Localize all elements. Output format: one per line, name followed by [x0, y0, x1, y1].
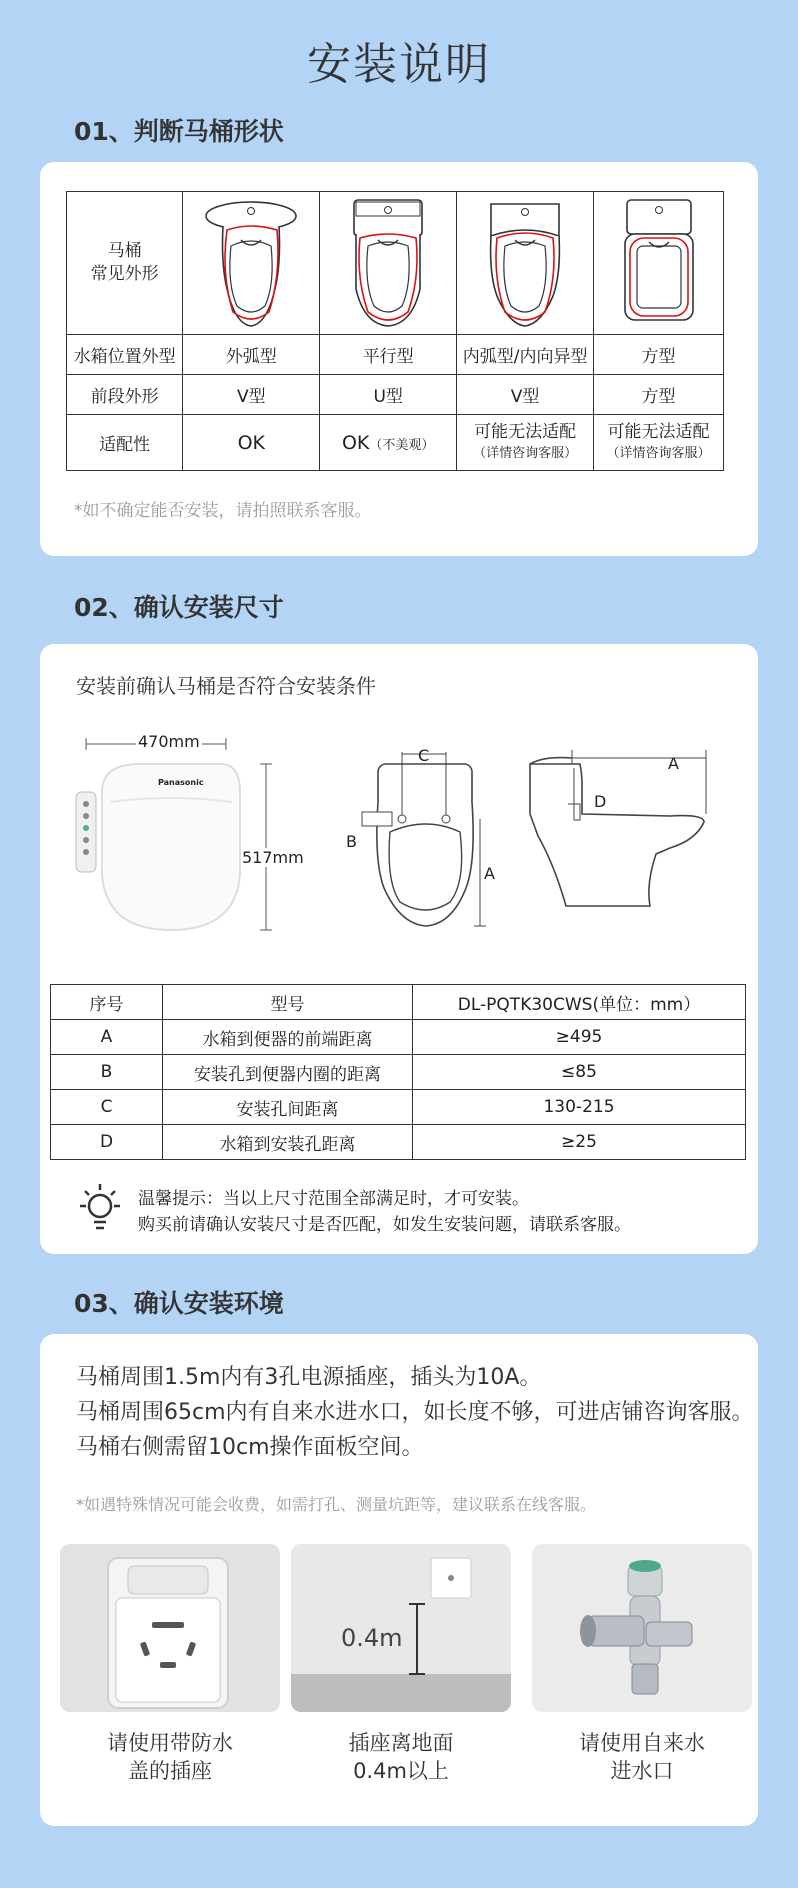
fit-cell: OK — [183, 415, 320, 471]
size-cell: B — [51, 1055, 163, 1090]
socket-height-photo — [291, 1544, 511, 1712]
size-cell: 水箱到安装孔距离 — [163, 1125, 413, 1160]
env-line-3: 马桶右侧需留10cm操作面板空间。 — [76, 1435, 424, 1460]
size-cell: 安装孔间距离 — [163, 1090, 413, 1125]
size-cell: ≥495 — [413, 1020, 746, 1055]
size-intro: 安装前确认马桶是否符合安装条件 — [76, 674, 376, 698]
toilet-outline-arc — [183, 192, 320, 335]
size-cell: D — [51, 1125, 163, 1160]
size-cell: 130-215 — [413, 1090, 746, 1125]
row-header-shape: 马桶 常见外形 — [67, 192, 183, 335]
height-label: 517mm — [242, 848, 304, 867]
tank-type: 内弧型/内向异型 — [457, 335, 594, 375]
toilet-outline-parallel — [320, 192, 457, 335]
env-card — [40, 1334, 758, 1826]
brand-logo: Panasonic — [158, 778, 204, 787]
tank-type: 外弧型 — [183, 335, 320, 375]
tank-type: 方型 — [594, 335, 724, 375]
page-title: 安装说明 — [307, 39, 491, 90]
dim-a-label: A — [484, 864, 495, 883]
row-header-front: 前段外形 — [67, 375, 183, 415]
front-type: V型 — [457, 375, 594, 415]
size-table — [50, 984, 746, 1160]
front-type: U型 — [320, 375, 457, 415]
env-line-2: 马桶周围65cm内有自来水进水口，如长度不够，可进店铺咨询客服。 — [76, 1400, 754, 1425]
size-cell: ≤85 — [413, 1055, 746, 1090]
size-cell: ≥25 — [413, 1125, 746, 1160]
size-cell: C — [51, 1090, 163, 1125]
size-cell: 水箱到便器的前端距离 — [163, 1020, 413, 1055]
table-row — [51, 1125, 746, 1160]
size-header: 序号 — [51, 985, 163, 1020]
dim-a-side-label: A — [668, 754, 679, 773]
fit-cell: 可能无法适配 （详情咨询客服） — [457, 415, 594, 471]
size-cell: 安装孔到便器内圈的距离 — [163, 1055, 413, 1090]
section-title-size: 02、确认安装尺寸 — [74, 593, 284, 622]
top-view-diagram — [340, 742, 500, 932]
toilet-outline-inner-arc — [457, 192, 594, 335]
tip-line-2: 购买前请确认安装尺寸是否匹配，如发生安装问题，请联系客服。 — [138, 1215, 631, 1235]
table-row — [51, 1055, 746, 1090]
caption-water: 请使用自来水 进水口 — [579, 1731, 705, 1783]
waterproof-socket-photo — [60, 1544, 280, 1712]
size-header: DL-PQTK30CWS(单位：mm） — [413, 985, 746, 1020]
width-label: 470mm — [138, 732, 200, 751]
size-cell: A — [51, 1020, 163, 1055]
front-type: 方型 — [594, 375, 724, 415]
tip-line-1: 温馨提示：当以上尺寸范围全部满足时，才可安装。 — [138, 1189, 529, 1209]
env-line-1: 马桶周围1.5m内有3孔电源插座，插头为10A。 — [76, 1365, 542, 1390]
front-type: V型 — [183, 375, 320, 415]
table-row — [51, 1020, 746, 1055]
table-row — [51, 1090, 746, 1125]
side-view-diagram — [520, 744, 720, 914]
shape-note: *如不确定能否安装，请拍照联系客服。 — [74, 501, 372, 521]
dim-c-label: C — [418, 746, 430, 765]
dim-b-label: B — [346, 832, 357, 851]
fit-cell: OK（不美观） — [320, 415, 457, 471]
section-title-env: 03、确认安装环境 — [74, 1289, 284, 1318]
tank-type: 平行型 — [320, 335, 457, 375]
fit-cell: 可能无法适配 （详情咨询客服） — [594, 415, 724, 471]
dim-d-label: D — [594, 792, 607, 811]
size-card — [40, 644, 758, 1254]
shape-card — [40, 162, 758, 556]
size-header: 型号 — [163, 985, 413, 1020]
water-inlet-photo — [532, 1544, 752, 1712]
shape-table — [66, 191, 724, 471]
section-title-shape: 01、判断马桶形状 — [74, 117, 284, 146]
toilet-outline-square — [594, 192, 724, 335]
row-header-fit: 适配性 — [67, 415, 183, 471]
height-04-label: 0.4m — [341, 1624, 403, 1652]
env-note: *如遇特殊情况可能会收费，如需打孔、测量坑距等，建议联系在线客服。 — [76, 1495, 597, 1514]
caption-socket: 请使用带防水 盖的插座 — [107, 1731, 233, 1783]
row-header-tank: 水箱位置外型 — [67, 335, 183, 375]
lightbulb-icon — [74, 1180, 126, 1236]
caption-height: 插座离地面 0.4m以上 — [348, 1731, 454, 1783]
